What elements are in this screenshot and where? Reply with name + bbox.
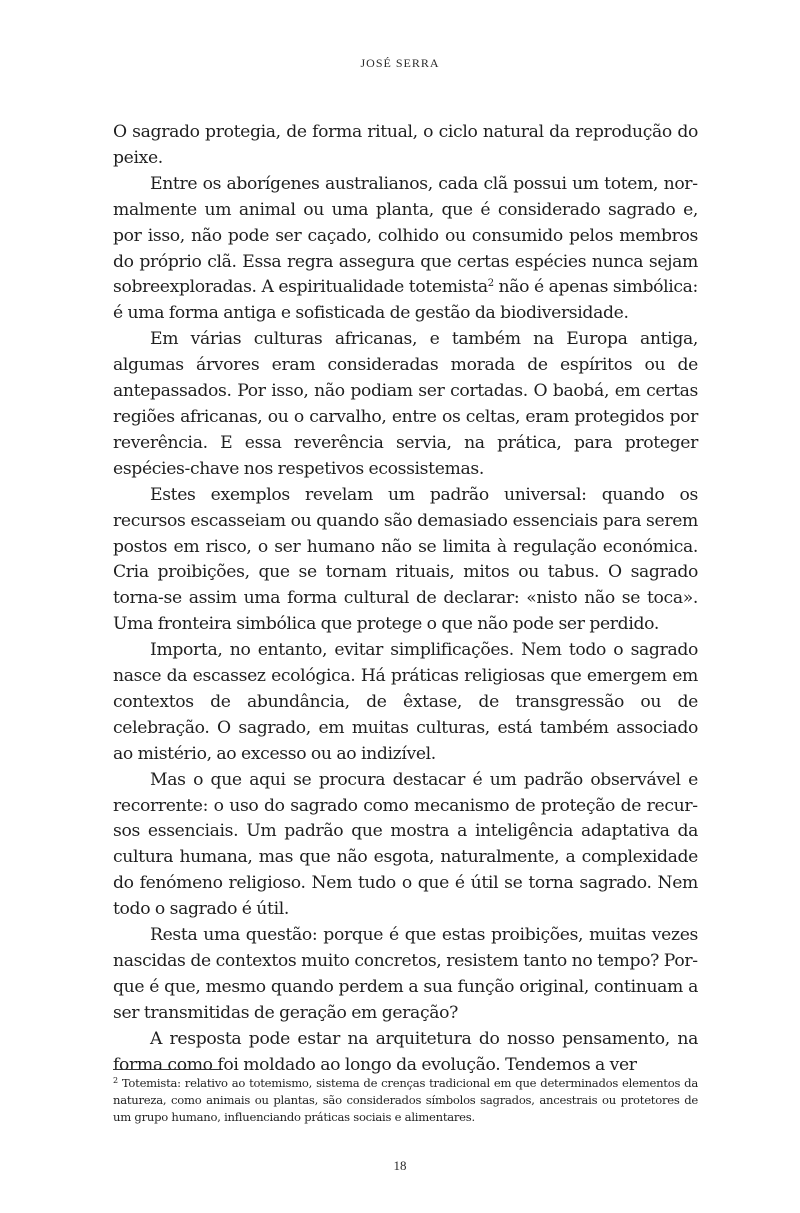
footnote-number: 2 (113, 1076, 118, 1085)
paragraph-1: O sagrado protegia, de forma ritual, o ciclo natural da reprodução do peixe. (113, 122, 698, 168)
body-text (113, 120, 698, 1079)
paragraph-2-text-before: Entre os aborígenes australianos, cada clã possui um totem, normalmente um animal ou uma planta, que é considerado sagrado e, por isso, não pode ser caçado, colhido ou consumido pelos membros do próprio clã. Essa regra assegura que certas espécies nunca sejam sobreexploradas. A espiritualidade totemista (113, 173, 698, 298)
paragraph-5: Importa, no entanto, evitar simplificações. Nem todo o sagrado nasce da escassez ecológica. Há práticas religiosas que emergem em contextos de abundância, de êxtase, de transgressão ou de celebração. O sagrado, em muitas culturas, está também associado ao mistério, ao excesso ou ao indizível. (113, 640, 698, 764)
paragraph-2-text-after: não é apenas simbólica: é uma forma antiga e sofisticada de gestão da biodiversidade. (113, 277, 698, 324)
paragraph-2 (113, 172, 698, 327)
paragraph-6: Mas o que aqui se procura destacar é um padrão observável e recorrente: o uso do sagrado como mecanismo de proteção de recursos essenciais. Um padrão que mostra a inteligência adaptativa da cultura humana, mas que não esgota, naturalmente, a complexidade do fenómeno religioso. Nem tudo o que é útil se torna sagrado. Nem todo o sagrado é útil. (113, 769, 698, 920)
paragraph-3: Em várias culturas africanas, e também na Europa antiga, algumas árvores eram consideradas morada de espíritos ou de antepassados. Por isso, não podiam ser cortadas. O baobá, em certas regiões africanas, ou o carvalho, entre os celtas, eram protegidos por reverência. E essa reverência servia, na prática, para proteger espécies-chave nos respetivos ecossistemas. (113, 329, 698, 479)
footnote-divider (113, 1069, 218, 1070)
footnote-reference-2[interactable]: 2 (487, 278, 494, 290)
paragraph-7: Resta uma questão: porque é que estas proibições, muitas vezes nascidas de contextos muito concretos, resistem tanto no tempo? Porque é que, mesmo quando perdem a sua função original, continuam a ser transmitidas de geração em geração? (113, 925, 698, 1023)
paragraph-4: Estes exemplos revelam um padrão universal: quando os recursos escasseiam ou quando são demasiado essenciais para serem postos em risco, o ser humano não se limita à regulação económica. Cria proibições, que se tornam rituais, mitos ou tabus. O sagrado torna-se assim uma forma cultural de declarar: «nisto não se toca». Uma fronteira simbólica que protege o que não pode ser perdido. (113, 484, 698, 635)
paragraph-8: A resposta pode estar na arquitetura do nosso pensamento, na forma como foi moldado ao longo da evolução. Tendemos a ver (113, 1028, 698, 1075)
page-number: 18 (393, 1158, 407, 1173)
footnote-text: Totemista: relativo ao totemismo, sistema de crenças tradicional em que determinados elementos da natureza, como animais ou plantas, são considerados símbolos sagrados, ancestrais ou protetores de um grupo humano, influenciando práticas sociais e alimentares. (113, 1076, 698, 1125)
footnote-2 (113, 1075, 698, 1127)
running-head-author: JOSÉ SERRA (360, 56, 440, 70)
